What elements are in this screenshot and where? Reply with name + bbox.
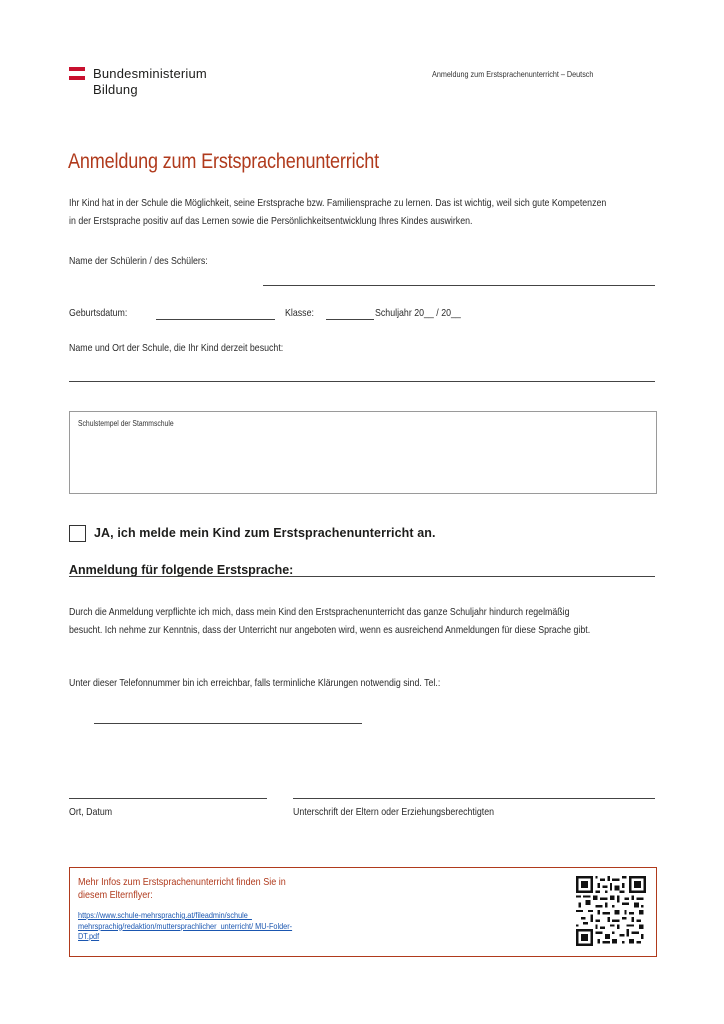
birthdate-label: Geburtsdatum: — [69, 307, 128, 319]
intro-line-1: Ihr Kind hat in der Schule die Möglichkeit, seine Erstsprache bzw. Familiensprache zu lernen. Das ist wichtig, weil sich gute Kompetenzen — [69, 197, 607, 209]
info-title — [78, 876, 286, 902]
document-label: Anmeldung zum Erstsprachenunterricht – Deutsch — [432, 69, 594, 79]
flyer-link[interactable] — [78, 910, 292, 942]
school-field[interactable] — [69, 381, 655, 382]
info-title-line-2: diesem Elternflyer: — [78, 889, 153, 901]
registration-checkbox[interactable] — [69, 525, 86, 542]
flyer-link-line-3[interactable]: DT.pdf — [78, 931, 100, 941]
birthdate-field[interactable] — [156, 319, 275, 320]
ministry-name-line2: Bildung — [93, 82, 138, 97]
student-name-label: Name der Schülerin / des Schülers: — [69, 255, 208, 267]
signature-field[interactable] — [293, 798, 655, 799]
stamp-label: Schulstempel der Stammschule — [78, 419, 174, 428]
language-label: Anmeldung für folgende Erstsprache: — [69, 563, 294, 577]
signature-label: Unterschrift der Eltern oder Erziehungsberechtigten — [293, 806, 495, 818]
commitment-paragraph — [69, 603, 590, 639]
phone-field[interactable] — [94, 723, 362, 724]
flyer-link-line-2[interactable]: mehrsprachig/redaktion/muttersprachlicher_unterricht/ MU-Folder- — [78, 920, 293, 931]
class-label: Klasse: — [285, 307, 314, 319]
info-title-line-1: Mehr Infos zum Erstsprachenunterricht finden Sie in — [78, 876, 286, 888]
ministry-name-line1: Bundesministerium — [93, 66, 207, 81]
intro-paragraph — [69, 194, 606, 230]
qr-code-icon — [576, 876, 646, 946]
commitment-line-2: besucht. Ich nehme zur Kenntnis, dass der Unterricht nur angeboten wird, wenn es ausreichend Anmeldungen für diese Sprache gibt. — [69, 624, 591, 636]
flyer-link-line-1[interactable]: https://www.schule-mehrsprachig.at/fileadmin/schule_ — [78, 910, 252, 920]
place-date-label: Ort, Datum — [69, 806, 113, 818]
schoolyear-label[interactable]: Schuljahr 20__ / 20__ — [375, 307, 461, 319]
class-field[interactable] — [326, 319, 374, 320]
intro-line-2: in der Erstsprache positiv auf das Lernen sowie die Persönlichkeitsentwicklung Ihres Kindes auswirken. — [69, 215, 473, 227]
registration-checkbox-label: JA, ich melde mein Kind zum Erstsprachenunterricht an. — [94, 526, 436, 540]
page-title: Anmeldung zum Erstsprachenunterricht — [68, 150, 380, 173]
austria-flag-logo — [69, 67, 85, 82]
phone-label: Unter dieser Telefonnummer bin ich erreichbar, falls terminliche Klärungen notwendig sind. Tel.: — [69, 677, 441, 689]
language-field[interactable] — [69, 576, 655, 577]
ministry-logo-text — [93, 66, 207, 98]
commitment-line-1: Durch die Anmeldung verpflichte ich mich, dass mein Kind den Erstsprachenunterricht das ganze Schuljahr hindurch regelmäßig — [69, 606, 570, 618]
school-label: Name und Ort der Schule, die Ihr Kind derzeit besucht: — [69, 342, 284, 354]
place-date-field[interactable] — [69, 798, 267, 799]
student-name-field[interactable] — [263, 285, 655, 286]
